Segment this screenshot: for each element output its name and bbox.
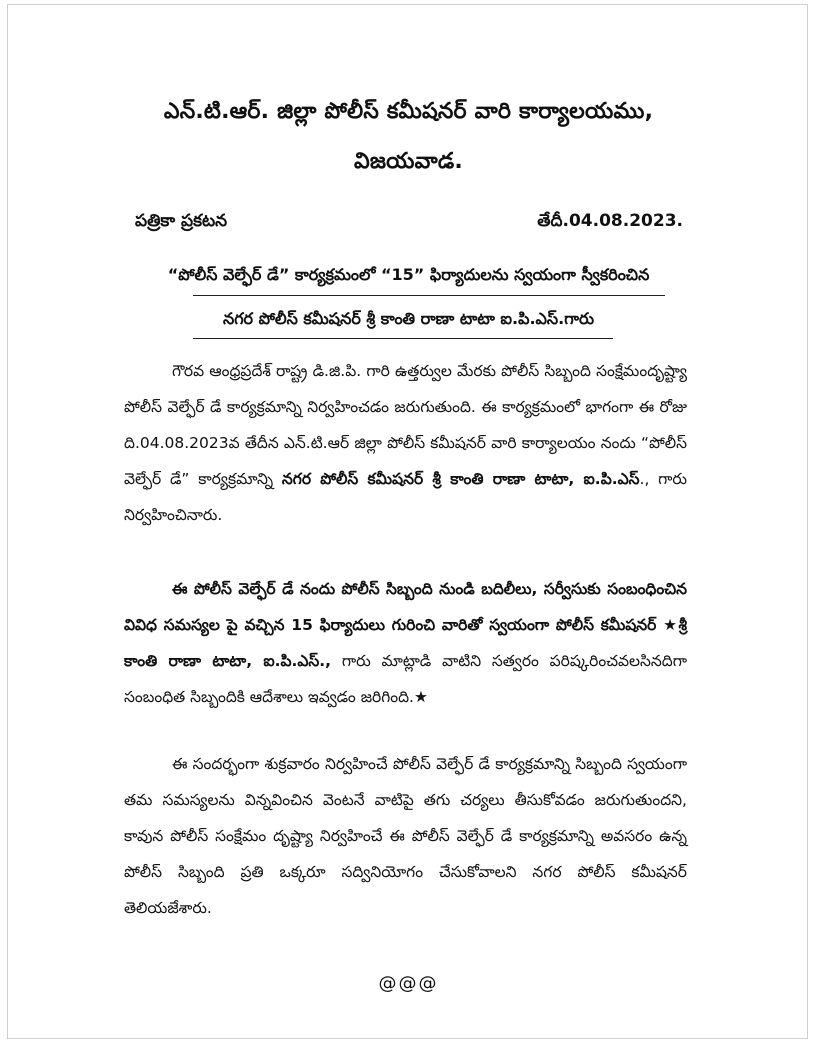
subject-line-2: నగర పోలీస్ కమీషనర్ శ్రీ కాంతి రాణా టాటా ఐ.పి.ఎస్.గారు xyxy=(222,309,595,328)
paragraph-2-end: గారు మాట్లాడి వాటిని సత్వరం పరిష్కరించవలసినదిగా సంబంధిత సిబ్బందికి ఆదేశాలు ఇవ్వడం జరిగింది.★ xyxy=(124,652,687,706)
paragraph-2-bold: ఈ పోలీస్ వెల్ఫేర్ డే నందు పోలీస్ సిబ్బంది నుండి బదిలీలు, సర్వీసుకు సంబంధించిన వివిధ సమస్యల పై వచ్చిన 15 ఫిర్యాదులు గురించి వారితో స్వయంగా పోలీస్ కమీషనర్ ★శ్రీ కాంతి రాణా టాటా, ఐ.పి.ఎస్., xyxy=(124,580,687,670)
subject-underline-2 xyxy=(193,338,613,339)
release-date: తేదీ.04.08.2023. xyxy=(537,211,683,231)
subject-underline-1 xyxy=(193,295,665,296)
subject-line-1: “పోలీస్ వెల్ఫేర్ డే” కార్యక్రమంలో “15” ఫిర్యాదులను స్వయంగా స్వీకరించిన xyxy=(167,265,650,284)
office-title: ఎన్.టి.ఆర్. జిల్లా పోలీస్ కమీషనర్ వారి కార్యాలయము, xyxy=(163,99,654,124)
paragraph-2 xyxy=(124,571,687,721)
paragraph-3 xyxy=(124,746,687,956)
press-release-label: పత్రికా ప్రకటన xyxy=(135,211,228,231)
paragraph-1-end: ., గారు నిర్వహించినారు. xyxy=(124,470,687,524)
meta-row xyxy=(135,208,683,234)
paragraph-1-bold: నగర పోలీస్ కమీషనర్ శ్రీ కాంతి రాణా టాటా, ఐ.పి.ఎస్ xyxy=(281,470,640,488)
paragraph-1 xyxy=(124,353,687,553)
paragraph-1-text: గౌరవ ఆంధ్రప్రదేశ్ రాష్ట్ర డి.జి.పి. గారి ఉత్తర్వుల మేరకు పోలీస్ సిబ్బంది సంక్షేమందృష్ట్యా పోలీస్ వెల్ఫేర్ డే కార్యక్రమాన్ని నిర్వహించడం జరుగుతుంది. ఈ కార్యక్రమంలో భాగంగా ఈ రోజు ది.04.08.2023వ తేదీన ఎన్.టి.ఆర్ జిల్లా పోలీస్ కమీషనర్ వారి కార్యాలయం నందు “పోలీస్ వెల్ఫేర్ డే” కార్యక్రమాన్ని xyxy=(124,362,687,488)
closing-mark: @@@ xyxy=(378,973,439,994)
office-city: విజయవాడ. xyxy=(354,149,463,174)
paragraph-3-text: ఈ సందర్భంగా శుక్రవారం నిర్వహించే పోలీస్ వెల్ఫేర్ డే కార్యక్రమాన్ని సిబ్బంది స్వయంగా తమ సమస్యలను విన్నవించిన వెంటనే వాటిపై తగు చర్యలు తీసుకోవడం జరుగుతుందని, కావున పోలీస్ సంక్షేమం దృష్ట్యా నిర్వహించే ఈ పోలీస్ వెల్ఫేర్ డే కార్యక్రమాన్ని అవసరం ఉన్న పోలీస్ సిబ్బంది ప్రతి ఒక్కరూ సద్వినియోగం చేసుకోవాలని నగర పోలీస్ కమీషనర్ తెలియజేశారు. xyxy=(124,755,687,917)
